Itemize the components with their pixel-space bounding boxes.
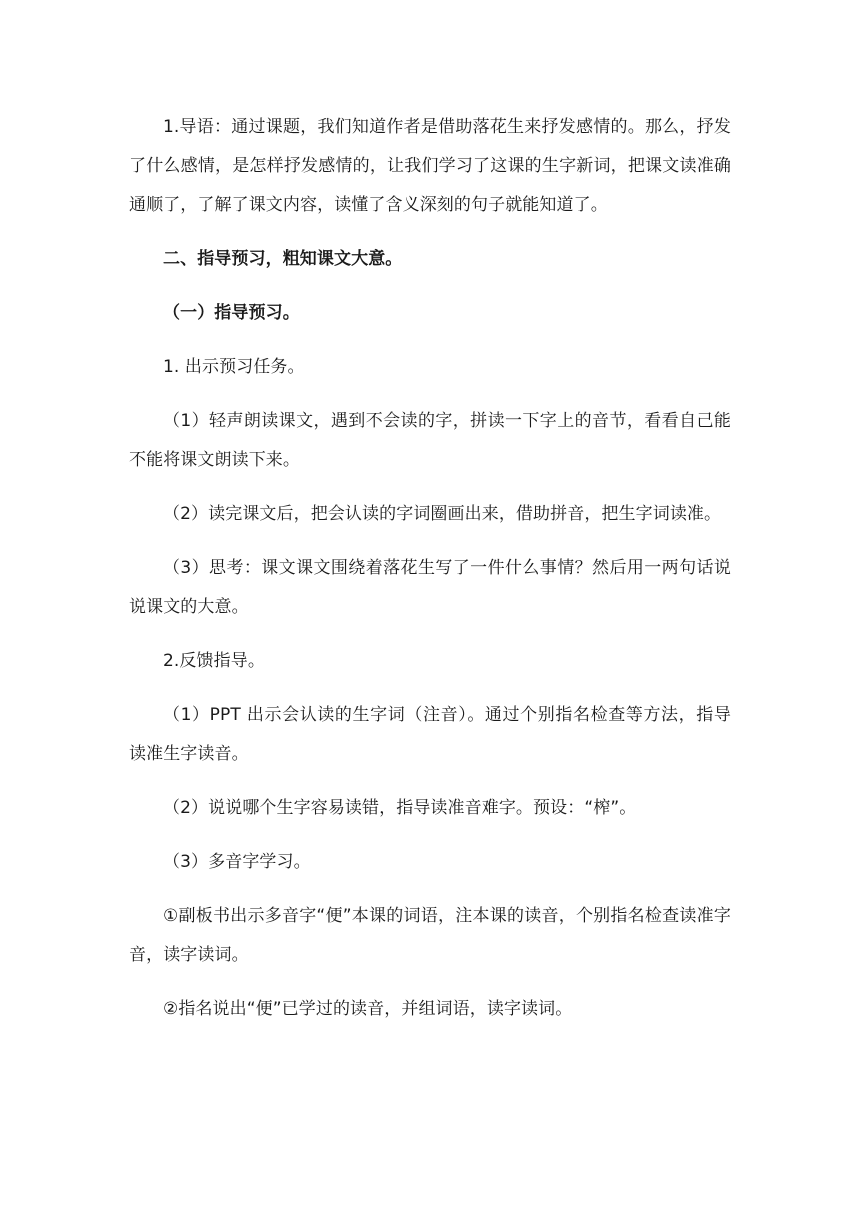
feedback-item-2: （2）说说哪个生字容易读错，指导读准音难字。预设：“榨”。 <box>163 798 637 818</box>
subsection-heading-1: （一）指导预习。 <box>163 303 300 323</box>
feedback-item-3: （3）多音字学习。 <box>163 852 311 872</box>
polyphone-item-1: ①副板书出示多音字“便”本课的词语，注本课的读音，个别指名检查读准字音，读字读词。 <box>129 906 731 965</box>
task-item-3: （3）思考：课文课文围绕着落花生写了一件什么事情？然后用一两句话说说课文的大意。 <box>129 558 731 617</box>
task-item-2: （2）读完课文后，把会认读的字词圈画出来，借助拼音，把生字词读准。 <box>163 504 722 524</box>
polyphone-item-2: ②指名说出“便”已学过的读音，并组词语，读字读词。 <box>163 999 573 1019</box>
intro-paragraph: 1.导语：通过课题，我们知道作者是借助落花生来抒发感情的。那么，抒发了什么感情，是怎样抒发感情的，让我们学习了这课的生字新词，把课文读准确通顺了，了解了课文内容，读懂了含义深刻的句子就能知道了。 <box>129 117 731 215</box>
task-item-1: （1）轻声朗读课文，遇到不会读的字，拼读一下字上的音节，看看自己能不能将课文朗读下来。 <box>129 411 731 470</box>
list-item-2: 2.反馈指导。 <box>163 651 265 671</box>
document-body <box>129 108 731 1029</box>
feedback-item-1: （1）PPT 出示会认读的生字词（注音）。通过个别指名检查等方法，指导读准生字读音。 <box>129 705 731 764</box>
section-heading-2: 二、指导预习，粗知课文大意。 <box>163 249 403 269</box>
list-item-1: 1. 出示预习任务。 <box>163 357 305 377</box>
